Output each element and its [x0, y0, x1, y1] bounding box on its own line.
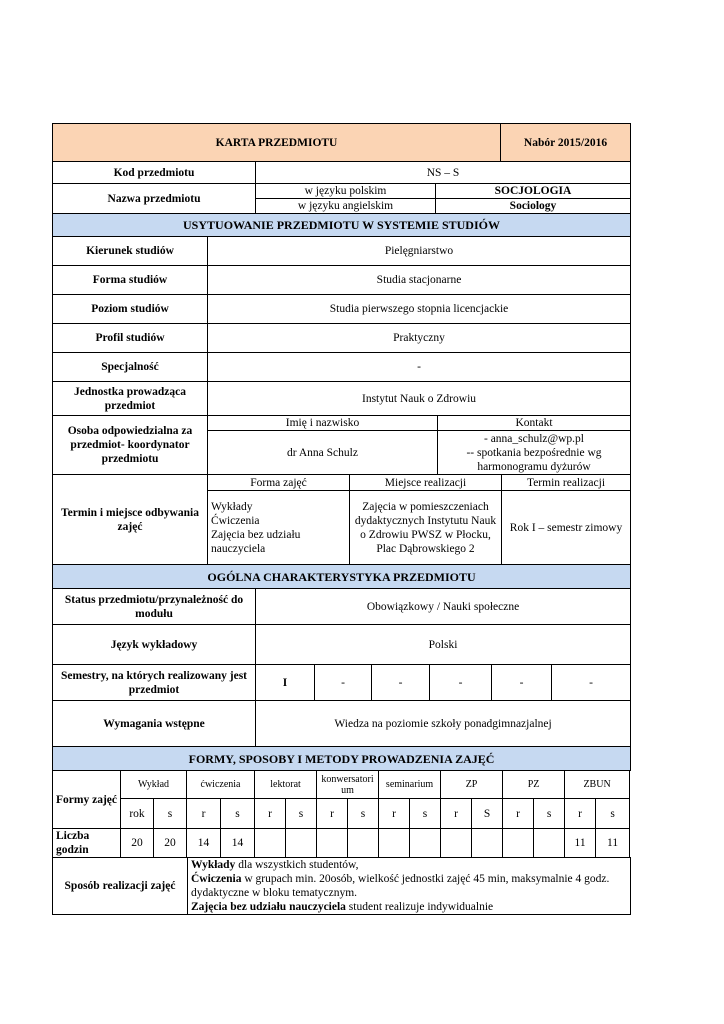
prerequisites-value: Wiedza na poziomie szkoły ponadgimnazjalnej	[256, 701, 631, 747]
semester-cell: I	[256, 665, 315, 701]
hours-cell: 14	[187, 829, 221, 858]
class-form-header: Forma zajęć	[208, 475, 350, 491]
semester-cell: -	[315, 665, 372, 701]
course-name-label: Nazwa przedmiotu	[53, 184, 256, 214]
characteristics-table	[52, 564, 631, 771]
hours-cell: 11	[596, 829, 630, 858]
status-value: Obowiązkowy / Nauki społeczne	[256, 589, 631, 625]
course-code-value: NS – S	[256, 162, 631, 184]
recruitment-year: Nabór 2015/2016	[501, 124, 631, 162]
language-value: Polski	[256, 625, 631, 665]
method-line-self-study	[191, 900, 627, 914]
coordinator-table	[52, 415, 631, 475]
method-exercises-text: w grupach min. 20osób, wielkość jednostki zajęć 45 min, maksymalnie 4 godz. dydaktyczne w bloku tematycznym.	[191, 873, 610, 899]
specialty-label: Specjalność	[53, 353, 208, 382]
coordinator-email[interactable]: - anna_schulz@wp.pl	[483, 432, 584, 445]
name-pl-label: w języku polskim	[256, 184, 436, 199]
form-type-header: ZP	[441, 771, 503, 799]
subheader-cell: r	[317, 799, 348, 829]
method-line-lectures	[191, 858, 627, 872]
hours-cell: 14	[221, 829, 255, 858]
class-form-lectures: Wykłady	[211, 500, 253, 513]
name-en-label: w języku angielskim	[256, 199, 436, 214]
subheader-cell: s	[154, 799, 187, 829]
subheader-cell: S	[472, 799, 503, 829]
term-header: Termin realizacji	[502, 475, 631, 491]
method-self-study-title: Zajęcia bez udziału nauczyciela	[191, 901, 346, 913]
hours-cell: 11	[565, 829, 596, 858]
coordinator-label: Osoba odpowiedzialna za przedmiot- koordynator przedmiotu	[53, 416, 208, 475]
section-title-characteristics: OGÓLNA CHARAKTERYSTYKA PRZEDMIOTU	[53, 565, 631, 589]
method-line-exercises	[191, 872, 627, 900]
class-form-self-study: Zajęcia bez udziału nauczyciela	[211, 528, 301, 555]
method-label: Sposób realizacji zajęć	[53, 858, 188, 915]
form-type-header: ZBUN	[565, 771, 630, 799]
coordinator-name: dr Anna Schulz	[208, 431, 438, 475]
card-title: KARTA PRZEDMIOTU	[53, 124, 501, 162]
semester-cell: -	[552, 665, 631, 701]
subheader-cell: r	[187, 799, 221, 829]
course-card	[52, 123, 630, 915]
hours-cell	[379, 829, 410, 858]
unit-label: Jednostka prowadząca przedmiot	[53, 382, 208, 416]
method-lectures-text: dla wszystkich studentów,	[235, 859, 359, 871]
subheader-cell: s	[286, 799, 317, 829]
term-value: Rok I – semestr zimowy	[502, 491, 631, 565]
subheader-cell: rok	[121, 799, 154, 829]
coordinator-contact	[438, 431, 631, 475]
form-type-header: konwersatorium	[317, 771, 379, 799]
study-level-value: Studia pierwszego stopnia licencjackie	[208, 295, 631, 324]
hours-cell	[441, 829, 472, 858]
study-level-label: Poziom studiów	[53, 295, 208, 324]
subheader-cell: r	[565, 799, 596, 829]
subheader-cell: s	[221, 799, 255, 829]
method-description	[188, 858, 631, 915]
section-title-forms: FORMY, SPOSOBY I METODY PROWADZENIA ZAJĘĆ	[53, 747, 631, 771]
study-profile-value: Praktyczny	[208, 324, 631, 353]
method-self-study-text: student realizuje indywidualnie	[345, 901, 494, 913]
forms-label: Formy zajęć	[53, 771, 121, 829]
coordinator-office-hours: -- spotkania bezpośrednie wg harmonogramu dyżurów	[466, 446, 602, 473]
coordinator-contact-header: Kontakt	[438, 416, 631, 431]
form-type-header: seminarium	[379, 771, 441, 799]
subheader-cell: s	[596, 799, 630, 829]
forms-table	[52, 770, 630, 858]
course-code-label: Kod przedmiotu	[53, 162, 256, 184]
section-title-placement: USYTUOWANIE PRZEDMIOTU W SYSTEMIE STUDIÓW	[53, 214, 631, 237]
form-type-header: Wykład	[121, 771, 187, 799]
term-table	[52, 474, 631, 565]
hours-cell	[317, 829, 348, 858]
card-table-main	[52, 123, 631, 416]
subheader-cell: s	[348, 799, 379, 829]
class-form-exercises: Ćwiczenia	[211, 514, 260, 527]
hours-cell	[472, 829, 503, 858]
subheader-cell: r	[255, 799, 286, 829]
hours-cell	[410, 829, 441, 858]
hours-cell	[255, 829, 286, 858]
hours-cell	[534, 829, 565, 858]
study-mode-label: Forma studiów	[53, 266, 208, 295]
unit-value: Instytut Nauk o Zdrowiu	[208, 382, 631, 416]
name-en-value: Sociology	[436, 199, 631, 214]
hours-cell	[348, 829, 379, 858]
study-mode-value: Studia stacjonarne	[208, 266, 631, 295]
status-label: Status przedmiotu/przynależność do modułu	[53, 589, 256, 625]
field-of-study-value: Pielęgniarstwo	[208, 237, 631, 266]
hours-cell: 20	[154, 829, 187, 858]
hours-cell	[286, 829, 317, 858]
semester-cell: -	[372, 665, 430, 701]
semester-cell: -	[430, 665, 492, 701]
class-forms	[208, 491, 350, 565]
semester-cell: -	[492, 665, 552, 701]
language-label: Język wykładowy	[53, 625, 256, 665]
term-label: Termin i miejsce odbywania zajęć	[53, 475, 208, 565]
coordinator-name-header: Imię i nazwisko	[208, 416, 438, 431]
method-exercises-title: Ćwiczenia	[191, 873, 242, 885]
form-type-header: PZ	[503, 771, 565, 799]
place-header: Miejsce realizacji	[350, 475, 502, 491]
name-pl-value: SOCJOLOGIA	[436, 184, 631, 199]
study-profile-label: Profil studiów	[53, 324, 208, 353]
hours-cell	[503, 829, 534, 858]
hours-label: Liczba godzin	[53, 829, 121, 858]
prerequisites-label: Wymagania wstępne	[53, 701, 256, 747]
subheader-cell: s	[410, 799, 441, 829]
subheader-cell: r	[503, 799, 534, 829]
subheader-cell: r	[441, 799, 472, 829]
form-type-header: ćwiczenia	[187, 771, 255, 799]
method-table	[52, 857, 631, 915]
specialty-value: -	[208, 353, 631, 382]
method-lectures-title: Wykłady	[191, 859, 236, 871]
field-of-study-label: Kierunek studiów	[53, 237, 208, 266]
form-type-header: lektorat	[255, 771, 317, 799]
semesters-label: Semestry, na których realizowany jest przedmiot	[53, 665, 256, 701]
place-value: Zajęcia w pomieszczeniach dydaktycznych Instytutu Nauk o Zdrowiu PWSZ w Płocku, Plac Dąbrowskiego 2	[350, 491, 502, 565]
subheader-cell: s	[534, 799, 565, 829]
hours-cell: 20	[121, 829, 154, 858]
subheader-cell: r	[379, 799, 410, 829]
